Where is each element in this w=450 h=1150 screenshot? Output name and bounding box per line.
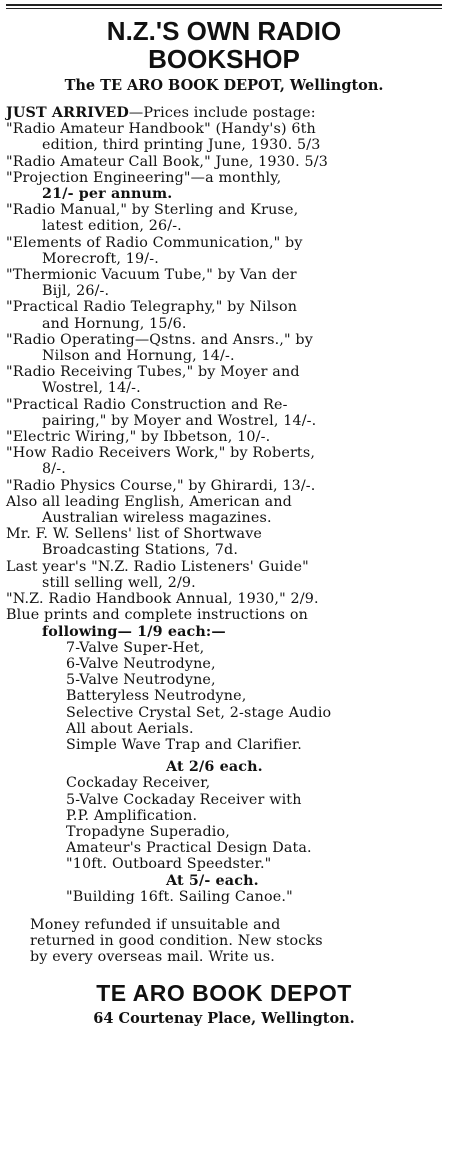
blueprint-item: 7-Valve Super-Het, <box>66 639 205 656</box>
book-entry: "How Radio Receivers Work," by Roberts, <box>6 445 316 462</box>
book-entry-continuation: Broadcasting Stations, 7d. <box>42 542 239 559</box>
price-heading-5: At 5/- each. <box>166 872 259 889</box>
footer-address: 64 Courtenay Place, Wellington. <box>93 1009 355 1027</box>
blueprint-item: "10ft. Outboard Speedster." <box>66 856 272 873</box>
book-entry: "Projection Engineering"—a monthly, <box>6 169 282 186</box>
advertisement <box>0 4 450 1150</box>
headline <box>6 17 442 73</box>
closing-line: returned in good condition. New stocks <box>30 933 323 950</box>
blueprint-item: Batteryless Neutrodyne, <box>66 688 247 705</box>
book-entry: "Practical Radio Telegraphy," by Nilson <box>6 299 298 316</box>
blueprint-item: "Building 16ft. Sailing Canoe." <box>66 888 293 905</box>
blueprint-item: Amateur's Practical Design Data. <box>66 840 312 857</box>
book-entry: "Radio Physics Course," by Ghirardi, 13/-. <box>6 477 316 494</box>
book-entry: "Elements of Radio Communication," by <box>6 234 303 251</box>
book-list <box>6 121 442 640</box>
book-entry: "Radio Amateur Handbook" (Handy's) 6th <box>6 121 316 138</box>
spacer <box>6 905 442 917</box>
book-entry-continuation: Bijl, 26/-. <box>42 283 110 300</box>
book-entry: "Electric Wiring," by Ibbetson, 10/-. <box>6 429 271 446</box>
book-entry: "Thermionic Vacuum Tube," by Van der <box>6 267 297 284</box>
book-entry: "Radio Amateur Call Book," June, 1930. 5/3 <box>6 153 328 170</box>
blueprint-item: Selective Crystal Set, 2-stage Audio <box>66 704 332 721</box>
intro-lead: JUST ARRIVED <box>6 105 129 121</box>
prints-5-list <box>6 889 442 905</box>
blueprint-item: P.P. Amplification. <box>66 807 198 824</box>
subtitle: The TE ARO BOOK DEPOT, Wellington. <box>64 77 384 94</box>
book-entry-continuation: edition, third printing June, 1930. 5/3 <box>42 137 321 154</box>
book-entry-continuation: following— 1/9 each:— <box>42 623 226 640</box>
prints-1-9-list <box>6 640 442 753</box>
closing-line: Money refunded if unsuitable and <box>30 916 281 933</box>
blueprint-item: 5-Valve Cockaday Receiver with <box>66 791 302 808</box>
book-entry: "Practical Radio Construction and Re- <box>6 396 288 413</box>
book-entry-continuation: 21/- per annum. <box>42 186 173 203</box>
book-entry-continuation: and Hornung, 15/6. <box>42 315 187 332</box>
book-entry: Mr. F. W. Sellens' list of Shortwave <box>6 526 263 543</box>
footer-name: TE ARO BOOK DEPOT <box>96 979 352 1006</box>
book-entry-continuation: 8/-. <box>42 461 66 478</box>
prints-2-6-list <box>6 775 442 872</box>
book-entry-continuation: Morecroft, 19/-. <box>42 250 159 267</box>
blueprint-item: All about Aerials. <box>66 720 194 737</box>
closing-notice <box>6 917 442 966</box>
book-entry-continuation: latest edition, 26/-. <box>42 218 182 235</box>
blueprint-item: 6-Valve Neutrodyne, <box>66 655 216 672</box>
blueprint-item: Simple Wave Trap and Clarifier. <box>66 736 302 753</box>
book-entry: Also all leading English, American and <box>6 493 292 510</box>
book-entry-continuation: Nilson and Hornung, 14/-. <box>42 348 235 365</box>
price-heading-2-6: At 2/6 each. <box>166 759 263 776</box>
book-entry: "N.Z. Radio Handbook Annual, 1930," 2/9. <box>6 591 319 608</box>
top-rule <box>6 4 442 9</box>
book-entry-continuation: still selling well, 2/9. <box>42 574 196 591</box>
blueprint-item: 5-Valve Neutrodyne, <box>66 672 216 689</box>
blueprint-item: Tropadyne Superadio, <box>66 823 230 840</box>
book-entry-continuation: Wostrel, 14/-. <box>42 380 141 397</box>
headline-line-2: BOOKSHOP <box>148 44 300 74</box>
book-entry-continuation: Australian wireless magazines. <box>42 510 272 527</box>
book-entry-continuation: pairing," by Moyer and Wostrel, 14/-. <box>42 412 317 429</box>
book-entry: Last year's "N.Z. Radio Listeners' Guide" <box>6 558 309 575</box>
ad-body <box>6 105 442 966</box>
headline-line-1: N.Z.'S OWN RADIO <box>106 16 342 46</box>
book-entry: "Radio Operating—Qstns. and Ansrs.," by <box>6 331 313 348</box>
book-entry: "Radio Receiving Tubes," by Moyer and <box>6 364 300 381</box>
blueprint-item: Cockaday Receiver, <box>66 775 211 792</box>
intro-line <box>6 105 442 121</box>
book-entry: Blue prints and complete instructions on <box>6 607 308 624</box>
intro-rest: —Prices include postage: <box>128 105 316 121</box>
closing-line: by every overseas mail. Write us. <box>30 949 275 966</box>
book-entry: "Radio Manual," by Sterling and Kruse, <box>6 202 299 219</box>
